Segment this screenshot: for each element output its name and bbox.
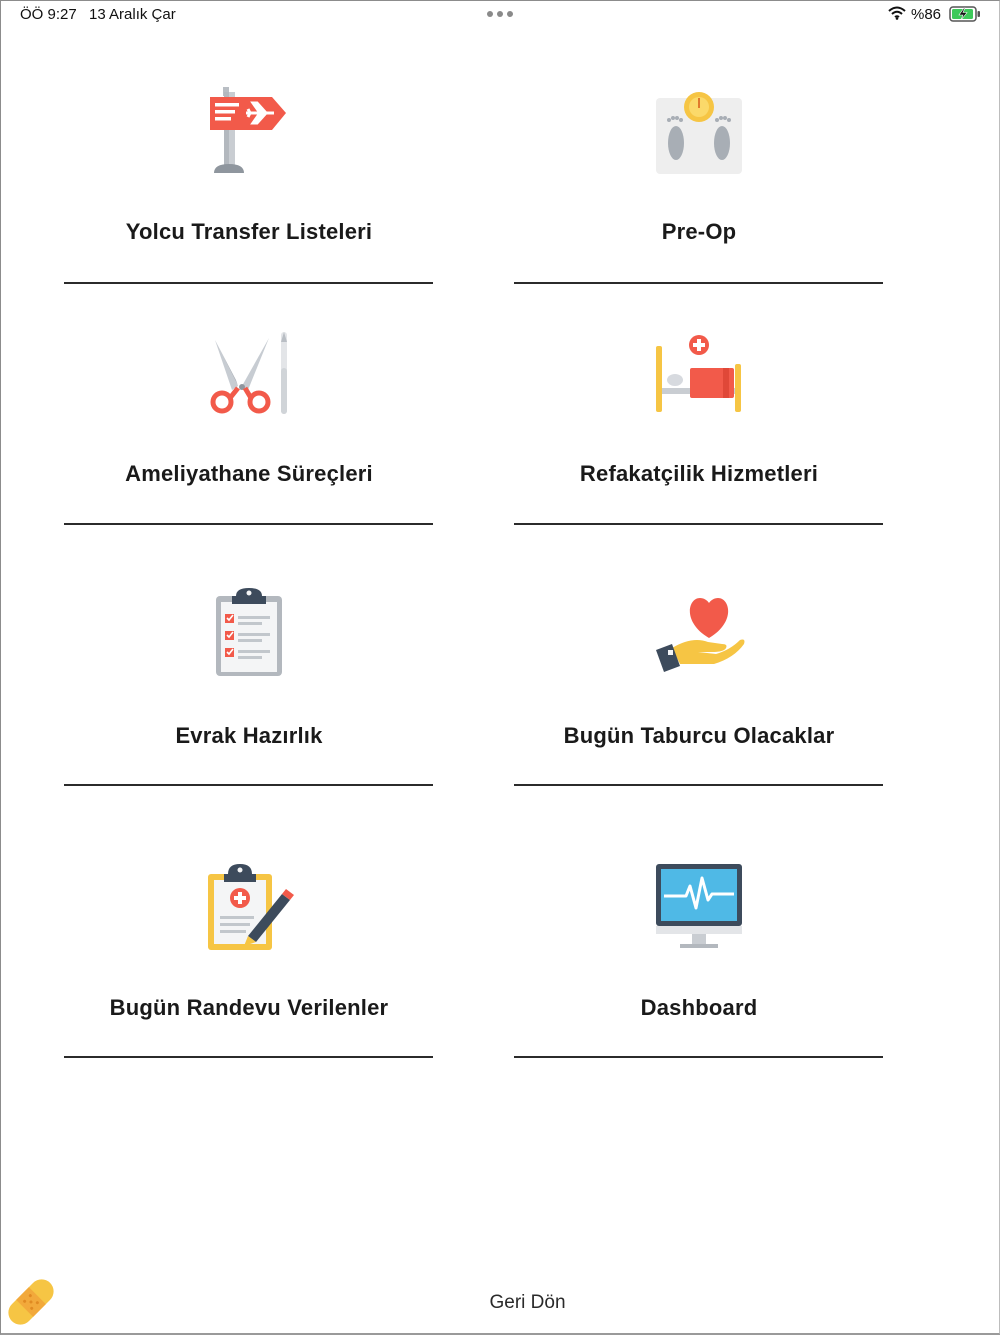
menu-item-taburcu[interactable] bbox=[514, 586, 884, 788]
menu-item-refakatcilik[interactable] bbox=[514, 328, 884, 526]
menu-item-label: Refakatçilik Hizmetleri bbox=[579, 461, 819, 486]
divider bbox=[64, 1056, 433, 1058]
menu-item-pre-op[interactable] bbox=[514, 80, 884, 286]
bandage-icon[interactable] bbox=[2, 1272, 60, 1332]
menu-item-label: Evrak Hazırlık bbox=[175, 723, 323, 748]
direction-sign-plane-icon bbox=[202, 80, 296, 174]
multitasking-dots-icon[interactable] bbox=[487, 11, 515, 19]
status-time: ÖÖ 9:27 bbox=[20, 6, 77, 23]
battery-charging-icon bbox=[949, 6, 981, 22]
divider bbox=[64, 784, 433, 786]
menu-item-label: Dashboard bbox=[640, 995, 758, 1020]
status-bar bbox=[0, 0, 1000, 30]
divider bbox=[514, 282, 883, 284]
divider bbox=[514, 523, 883, 525]
back-button[interactable]: Geri Dön bbox=[489, 1292, 566, 1313]
menu-item-dashboard[interactable] bbox=[514, 860, 884, 1060]
hospital-bed-icon bbox=[652, 328, 746, 422]
divider bbox=[514, 784, 883, 786]
menu-item-label: Bugün Taburcu Olacaklar bbox=[563, 723, 835, 748]
menu-item-ameliyathane[interactable] bbox=[64, 328, 434, 526]
divider bbox=[64, 282, 433, 284]
menu-item-label: Yolcu Transfer Listeleri bbox=[125, 219, 373, 244]
divider bbox=[514, 1056, 883, 1058]
weight-scale-icon bbox=[652, 80, 746, 174]
status-date: 13 Aralık Çar bbox=[89, 6, 176, 23]
menu-item-label: Bugün Randevu Verilenler bbox=[109, 995, 389, 1020]
menu-item-yolcu-transfer[interactable] bbox=[64, 80, 434, 286]
heart-in-hand-icon bbox=[652, 586, 746, 680]
heartbeat-monitor-icon bbox=[652, 860, 746, 954]
wifi-icon bbox=[888, 6, 906, 20]
divider bbox=[64, 523, 433, 525]
menu-item-label: Ameliyathane Süreçleri bbox=[125, 461, 373, 486]
surgical-tools-icon bbox=[202, 328, 296, 422]
menu-item-label: Pre-Op bbox=[661, 219, 737, 244]
battery-percentage: %86 bbox=[911, 6, 942, 23]
checklist-clipboard-icon bbox=[202, 586, 296, 680]
menu-item-randevu[interactable] bbox=[64, 860, 434, 1060]
menu-item-evrak-hazirlik[interactable] bbox=[64, 586, 434, 788]
medical-clipboard-pen-icon bbox=[202, 860, 296, 954]
